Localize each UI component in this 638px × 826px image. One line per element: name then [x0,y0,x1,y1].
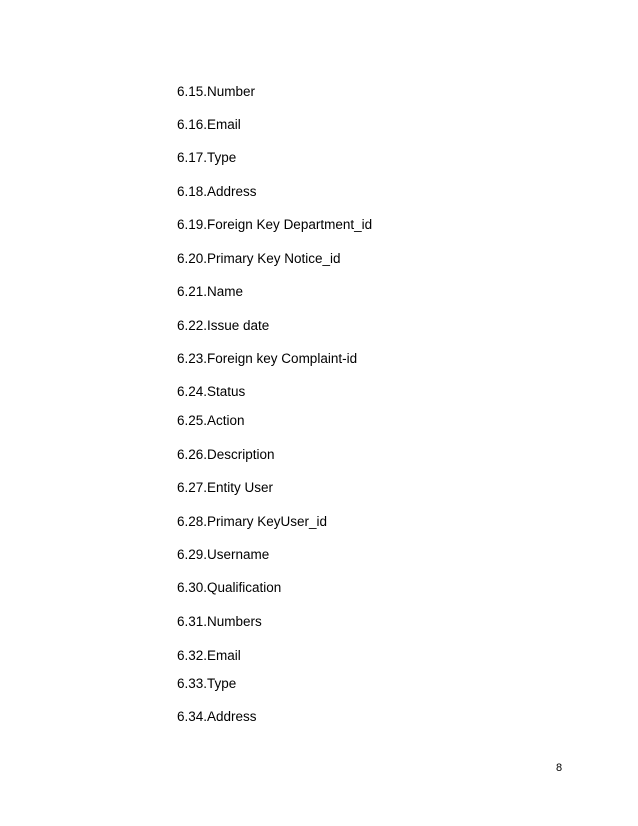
list-item: 6.24.Status [177,384,246,399]
list-item: 6.31.Numbers [177,614,262,629]
list-item: 6.15.Number [177,84,256,99]
list-item: 6.20.Primary Key Notice_id [177,251,341,266]
list-item: 6.34.Address [177,709,257,724]
list-item: 6.16.Email [177,117,241,132]
list-item: 6.23.Foreign key Complaint-id [177,351,358,366]
list-item: 6.18.Address [177,184,257,199]
list-item: 6.25.Action [177,413,245,428]
list-item: 6.32.Email [177,648,241,663]
list-item: 6.21.Name [177,284,244,299]
list-item: 6.27.Entity User [177,480,274,495]
page-number: 8 [556,762,563,774]
list-item: 6.19.Foreign Key Department_id [177,217,373,232]
list-item: 6.29.Username [177,547,270,562]
list-item: 6.33.Type [177,676,237,691]
list-item: 6.22.Issue date [177,318,270,333]
list-item: 6.28.Primary KeyUser_id [177,514,328,529]
list-item: 6.26.Description [177,447,275,462]
list-item: 6.17.Type [177,150,237,165]
list-item: 6.30.Qualification [177,580,282,595]
